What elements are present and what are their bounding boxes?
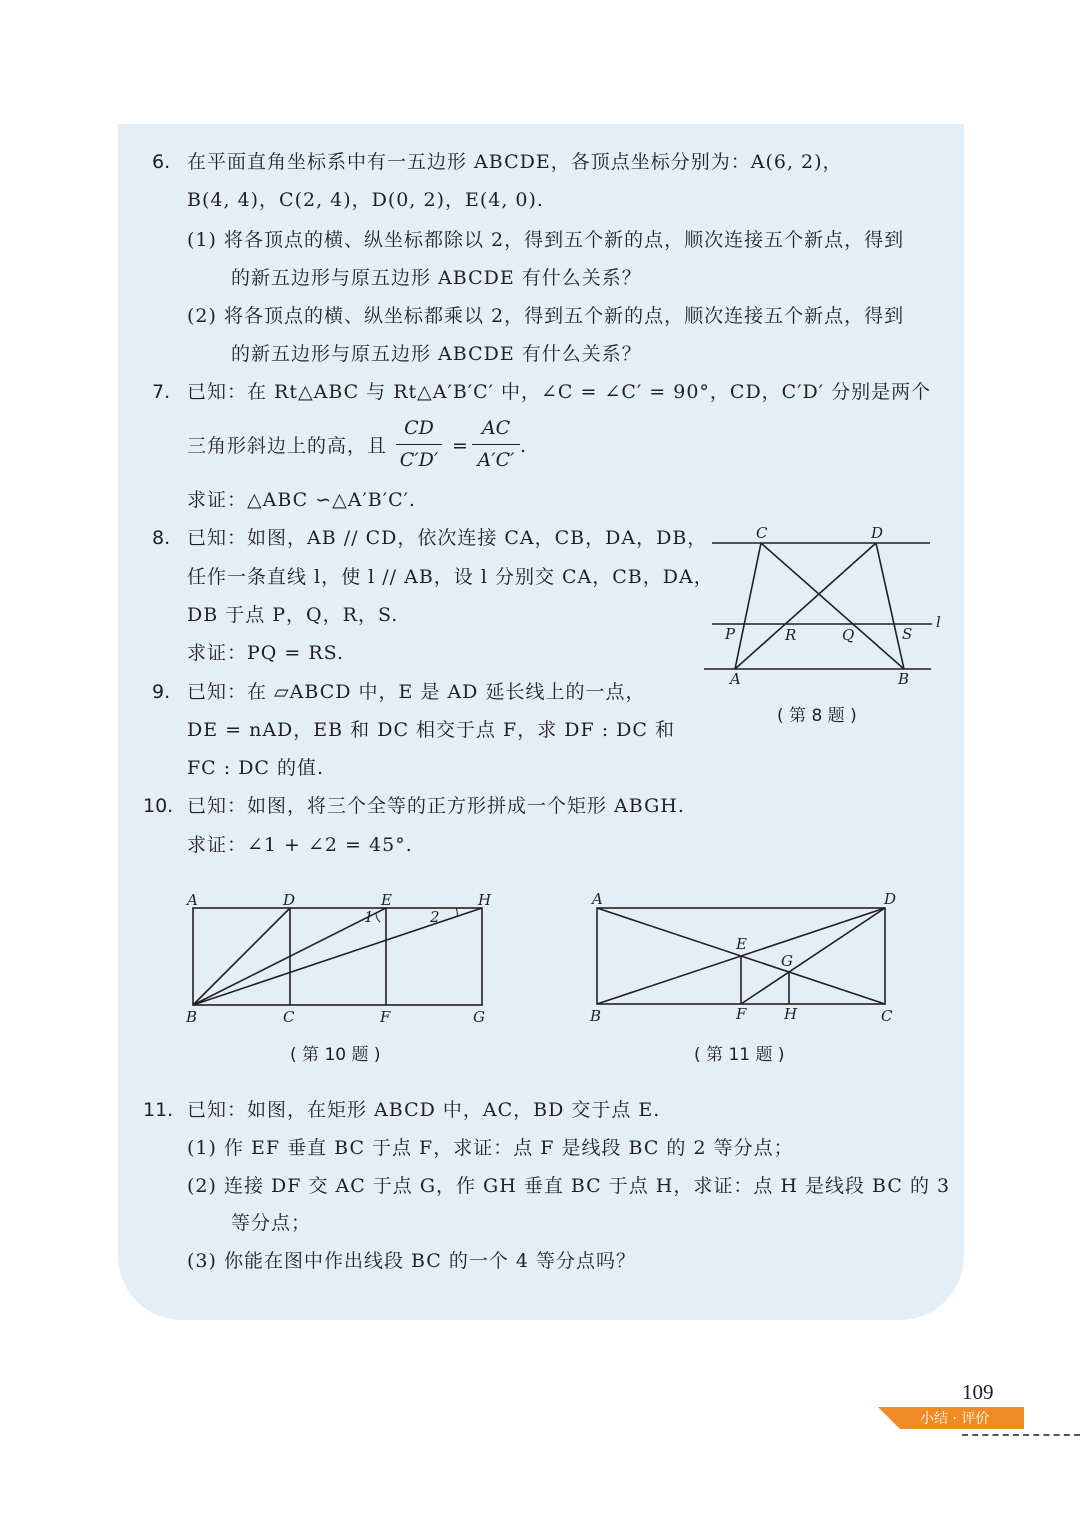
problem-11-line-1: 已知：如图，在矩形 ABCD 中，AC，BD 交于点 E. [187,1099,661,1121]
problem-8-line-3: DB 于点 P，Q，R，S. [187,604,399,626]
problem-10-prove: 求证：∠1 + ∠2 = 45°. [187,834,413,856]
problem-7-line-1: 已知：在 Rt△ABC 与 Rt△A′B′C′ 中，∠C = ∠C′ = 90°，CD，C′D′ 分别是两个 [187,381,932,403]
segment-bd [193,908,290,1005]
fraction-2-numerator: AC [481,417,511,439]
problem-9-line-3: FC : DC 的值. [187,757,325,779]
problem-8-line-2: 任作一条直线 l，使 l // AB，设 l 分别交 CA，CB，DA， [187,566,714,588]
caption-problem-8: ( 第 8 题 ) [777,706,857,726]
angle-2-arc [456,908,457,917]
segment-da [735,543,876,669]
problem-7-period: . [520,435,528,457]
label-Q: Q [842,626,855,644]
problem-6-part-2-cont: 的新五边形与原五边形 ABCDE 有什么关系？ [231,343,642,365]
problem-9-number: 9. [152,681,171,703]
problem-6-part-1: (1) 将各顶点的横、纵坐标都除以 2，得到五个新的点，顺次连接五个新点，得到 [187,229,905,251]
equals-sign: = [452,435,469,457]
problem-11-part-1: (1) 作 EF 垂直 BC 于点 F，求证：点 F 是线段 BC 的 2 等分点； [187,1137,794,1159]
label-S: S [902,625,913,643]
label-A: A [592,890,603,908]
problem-6-number: 6. [152,151,171,173]
problem-11-part-2: (2) 连接 DF 交 AC 于点 G，作 GH 垂直 BC 于点 H，求证：点 H 是线段 BC 的 3 [187,1175,951,1197]
label-E: E [381,891,392,909]
caption-problem-11: ( 第 11 题 ) [694,1045,785,1065]
label-D: D [871,524,884,542]
segment-cb [761,543,904,669]
fraction-2-bar [472,444,520,445]
figure-problem-10 [180,888,500,1028]
label-B: B [590,1007,602,1025]
footer-dotted-line [962,1434,1080,1436]
problem-6-line-1: 在平面直角坐标系中有一五边形 ABCDE，各顶点坐标分别为：A(6, 2)， [187,151,843,173]
label-B: B [898,670,910,688]
fraction-1-denominator: C′D′ [399,449,439,471]
problem-11-part-2-cont: 等分点； [231,1212,312,1234]
label-angle-1: 1 [364,908,374,926]
problem-6-part-1-cont: 的新五边形与原五边形 ABCDE 有什么关系？ [231,267,642,289]
page-number: 109 [962,1380,994,1404]
problem-11-number: 11. [143,1099,174,1121]
problem-10-line-1: 已知：如图，将三个全等的正方形拼成一个矩形 ABGH. [187,795,685,817]
label-B: B [186,1008,198,1026]
angle-1-arc [376,913,380,922]
label-R: R [785,626,797,644]
problem-9-line-2: DE = nAD，EB 和 DC 相交于点 F，求 DF : DC 和 [187,719,675,741]
segment-df [741,908,885,1004]
fraction-2-denominator: A′C′ [477,449,515,471]
label-l: l [936,613,941,631]
problem-11-part-3: (3) 你能在图中作出线段 BC 的一个 4 等分点吗？ [187,1250,637,1272]
label-A: A [187,891,198,909]
label-F: F [736,1005,747,1023]
label-A: A [730,670,741,688]
figure-problem-11 [585,886,905,1028]
segment-db [876,543,904,669]
problem-6-line-2: B(4, 4)，C(2, 4)，D(0, 2)，E(4, 0). [187,189,544,211]
label-G: G [473,1008,485,1026]
problem-7-number: 7. [152,381,171,403]
problem-8-prove: 求证：PQ = RS. [187,642,345,664]
label-F: F [380,1008,391,1026]
label-G: G [781,952,793,970]
label-angle-2: 2 [430,908,440,926]
fraction-1-numerator: CD [404,417,434,439]
problem-7-prove: 求证：△ABC ∽△A′B′C′. [187,489,416,511]
label-D: D [283,891,296,909]
section-label: 小结 · 评价 [920,1411,990,1427]
label-P: P [725,625,736,643]
problem-10-number: 10. [143,795,174,817]
label-H: H [784,1005,798,1023]
fraction-1-bar [396,444,442,445]
label-C: C [881,1007,893,1025]
problem-7-line-2: 三角形斜边上的高，且 [187,435,388,457]
caption-problem-10: ( 第 10 题 ) [290,1045,381,1065]
figure-problem-8 [700,520,950,695]
problem-8-number: 8. [152,527,171,549]
label-C: C [756,524,768,542]
problem-9-line-1: 已知：在 ▱ABCD 中，E 是 AD 延长线上的一点， [187,681,646,703]
problem-6-part-2: (2) 将各顶点的横、纵坐标都乘以 2，得到五个新的点，顺次连接五个新点，得到 [187,305,905,327]
label-H: H [478,891,492,909]
label-D: D [884,890,897,908]
label-E: E [736,935,747,953]
label-C: C [283,1008,295,1026]
problem-8-line-1: 已知：如图，AB // CD，依次连接 CA，CB，DA，DB， [187,527,708,549]
